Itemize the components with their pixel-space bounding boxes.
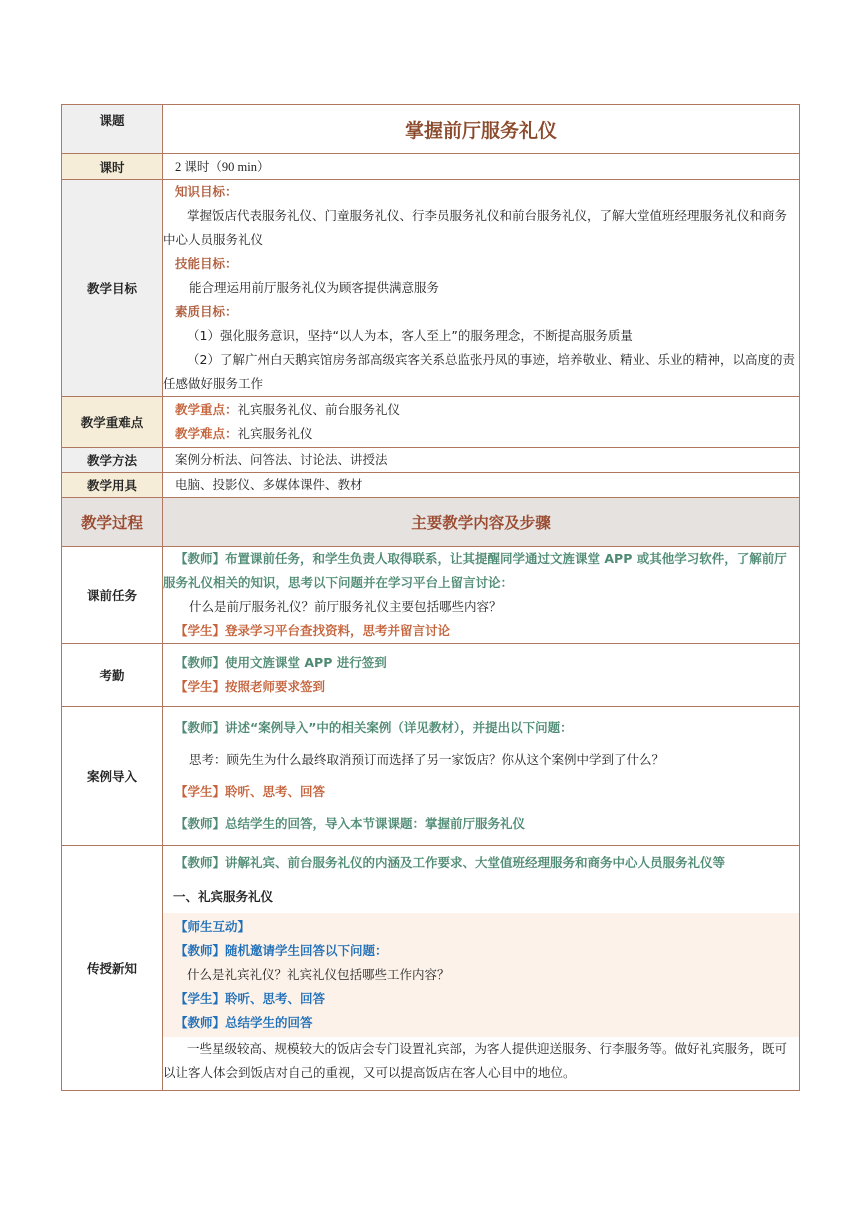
hours-label: 课时	[62, 154, 163, 180]
section-heading: 一、礼宾服务礼仪	[173, 889, 274, 904]
attendance-content	[163, 644, 800, 707]
preclass-content	[163, 547, 800, 644]
attendance-student: 【学生】按照老师要求签到	[175, 679, 326, 694]
interaction-summary: 【教师】总结学生的回答	[175, 1015, 313, 1030]
objectives-content	[163, 180, 800, 397]
newknowledge-paragraph: 一些星级较高、规模较大的饭店会专门设置礼宾部，为客人提供迎送服务、行李服务等。做好礼宾服务，既可以让客人体会到饭店对自己的重视，又可以提高饭店在客人心目中的地位。	[163, 1041, 788, 1080]
tools-value: 电脑、投影仪、多媒体课件、教材	[175, 477, 363, 492]
methods-value: 案例分析法、问答法、讨论法、讲授法	[175, 452, 388, 467]
methods-content	[163, 448, 800, 473]
interaction-student: 【学生】聆听、思考、回答	[175, 991, 326, 1006]
process-header-left: 教学过程	[62, 498, 163, 547]
case-student: 【学生】聆听、思考、回答	[175, 784, 326, 799]
quality-item: （1）强化服务意识，坚持“以人为本，客人至上”的服务理念，不断提高服务质量	[187, 328, 633, 343]
tools-label: 教学用具	[62, 473, 163, 498]
newknowledge-teacher: 【教师】讲解礼宾、前台服务礼仪的内涵及工作要求、大堂值班经理服务和商务中心人员服务礼仪等	[175, 855, 726, 870]
interaction-teacher-ask: 【教师】随机邀请学生回答以下问题：	[175, 943, 388, 958]
quality-item: （2）了解广州白天鹅宾馆房务部高级宾客关系总监张丹凤的事迹，培养敬业、精业、乐业的精神，以高度的责任感做好服务工作	[163, 352, 795, 391]
case-teacher: 【教师】讲述“案例导入”中的相关案例（详见教材），并提出以下问题：	[175, 720, 573, 735]
preclass-question: 什么是前厅服务礼仪？前厅服务礼仪主要包括哪些内容？	[189, 599, 502, 614]
hours-value	[163, 154, 800, 180]
newknowledge-label: 传授新知	[62, 846, 163, 1091]
methods-label: 教学方法	[62, 448, 163, 473]
preclass-label: 课前任务	[62, 547, 163, 644]
interaction-box	[163, 913, 799, 1037]
focus-label: 教学重点：	[175, 402, 238, 417]
difficulty-label: 教学难点：	[175, 426, 238, 441]
knowledge-text: 掌握饭店代表服务礼仪、门童服务礼仪、行李员服务礼仪和前台服务礼仪，了解大堂值班经理服务礼仪和商务中心人员服务礼仪	[163, 208, 788, 247]
page-title: 掌握前厅服务礼仪	[163, 105, 800, 154]
case-label: 案例导入	[62, 707, 163, 846]
keypoints-content	[163, 397, 800, 448]
interaction-title: 【师生互动】	[175, 919, 251, 934]
objectives-label: 教学目标	[62, 180, 163, 397]
case-content	[163, 707, 800, 846]
focus-text: 礼宾服务礼仪、前台服务礼仪	[237, 402, 401, 417]
process-header-right: 主要教学内容及步骤	[163, 498, 800, 547]
newknowledge-content	[163, 846, 800, 1091]
interaction-question: 什么是礼宾礼仪？礼宾礼仪包括哪些工作内容？	[187, 967, 450, 982]
lesson-plan-table	[61, 104, 800, 1091]
attendance-label: 考勤	[62, 644, 163, 707]
hours-text: 2 课时（90 min）	[175, 159, 270, 174]
preclass-student: 【学生】登录学习平台查找资料，思考并留言讨论	[175, 623, 451, 638]
case-summary: 【教师】总结学生的回答，导入本节课课题：掌握前厅服务礼仪	[175, 816, 526, 831]
case-question: 思考：顾先生为什么最终取消预订而选择了另一家饭店？你从这个案例中学到了什么？	[189, 752, 665, 767]
attendance-teacher: 【教师】使用文旌课堂 APP 进行签到	[175, 655, 387, 670]
quality-title: 素质目标：	[175, 304, 238, 319]
skill-text: 能合理运用前厅服务礼仪为顾客提供满意服务	[189, 280, 440, 295]
topic-label: 课题	[62, 105, 163, 154]
keypoints-label: 教学重难点	[62, 397, 163, 448]
skill-title: 技能目标：	[175, 256, 238, 271]
knowledge-title: 知识目标：	[175, 184, 238, 199]
preclass-teacher: 【教师】布置课前任务，和学生负责人取得联系，让其提醒同学通过文旌课堂 APP 或其他学习软件，了解前厅服务礼仪相关的知识，思考以下问题并在学习平台上留言讨论：	[163, 551, 787, 590]
difficulty-text: 礼宾服务礼仪	[237, 426, 313, 441]
tools-content	[163, 473, 800, 498]
